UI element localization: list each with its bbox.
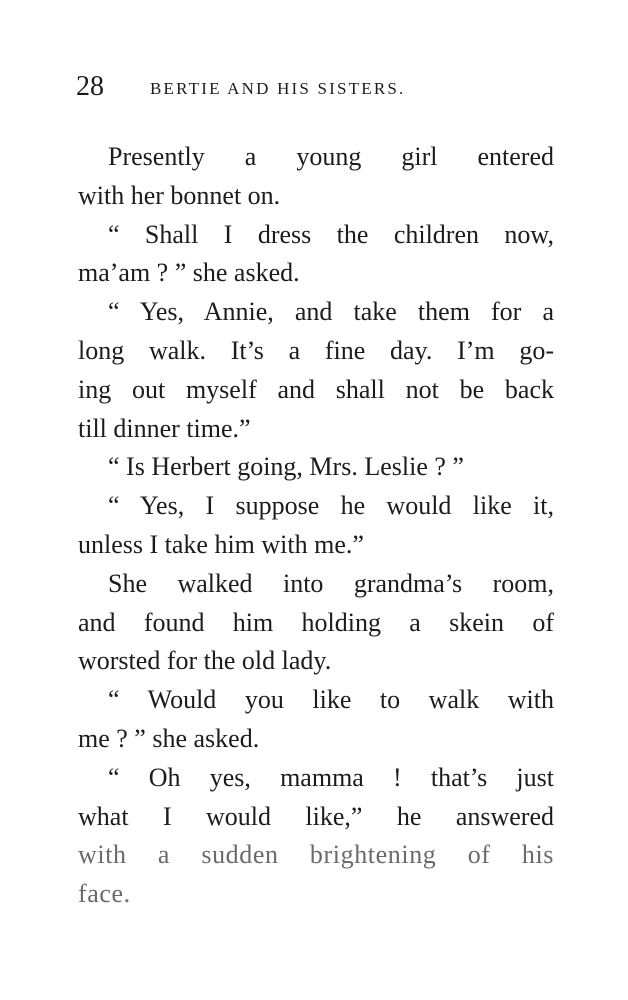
text-line: me ? ” she asked. [78, 723, 260, 753]
text-line: “ Yes, Annie, and take them for a [108, 297, 554, 327]
text-line: She walked into grandma’s room, [108, 568, 554, 598]
text-line: what I would like,” he answered [78, 801, 554, 831]
running-title: BERTIE AND HIS SISTERS. [150, 79, 406, 98]
text-line: “ Shall I dress the children now, [108, 219, 554, 249]
text-line: “ Would you like to walk with [108, 685, 554, 715]
text-line: “ Oh yes, mamma ! that’s just [108, 762, 554, 792]
text-line: ma’am ? ” she asked. [78, 258, 300, 288]
text-line: worsted for the old lady. [78, 646, 332, 676]
body-text [78, 138, 554, 914]
text-line: ing out myself and shall not be back [78, 374, 554, 404]
text-line: with a sudden brightening of his [78, 840, 554, 870]
text-line: and found him holding a skein of [78, 607, 554, 637]
text-line: “ Yes, I suppose he would like it, [108, 491, 554, 521]
page-number: 28 [76, 71, 104, 102]
text-line: Presently a young girl entered [108, 142, 554, 171]
text-line: with her bonnet on. [78, 180, 281, 210]
text-line: unless I take him with me.” [78, 529, 364, 559]
text-line: long walk. It’s a fine day. I’m go- [78, 335, 554, 365]
text-line: till dinner time.” [78, 413, 251, 443]
text-line: “ Is Herbert going, Mrs. Leslie ? ” [108, 452, 464, 482]
running-head [76, 70, 556, 104]
text-line: face. [78, 879, 131, 909]
